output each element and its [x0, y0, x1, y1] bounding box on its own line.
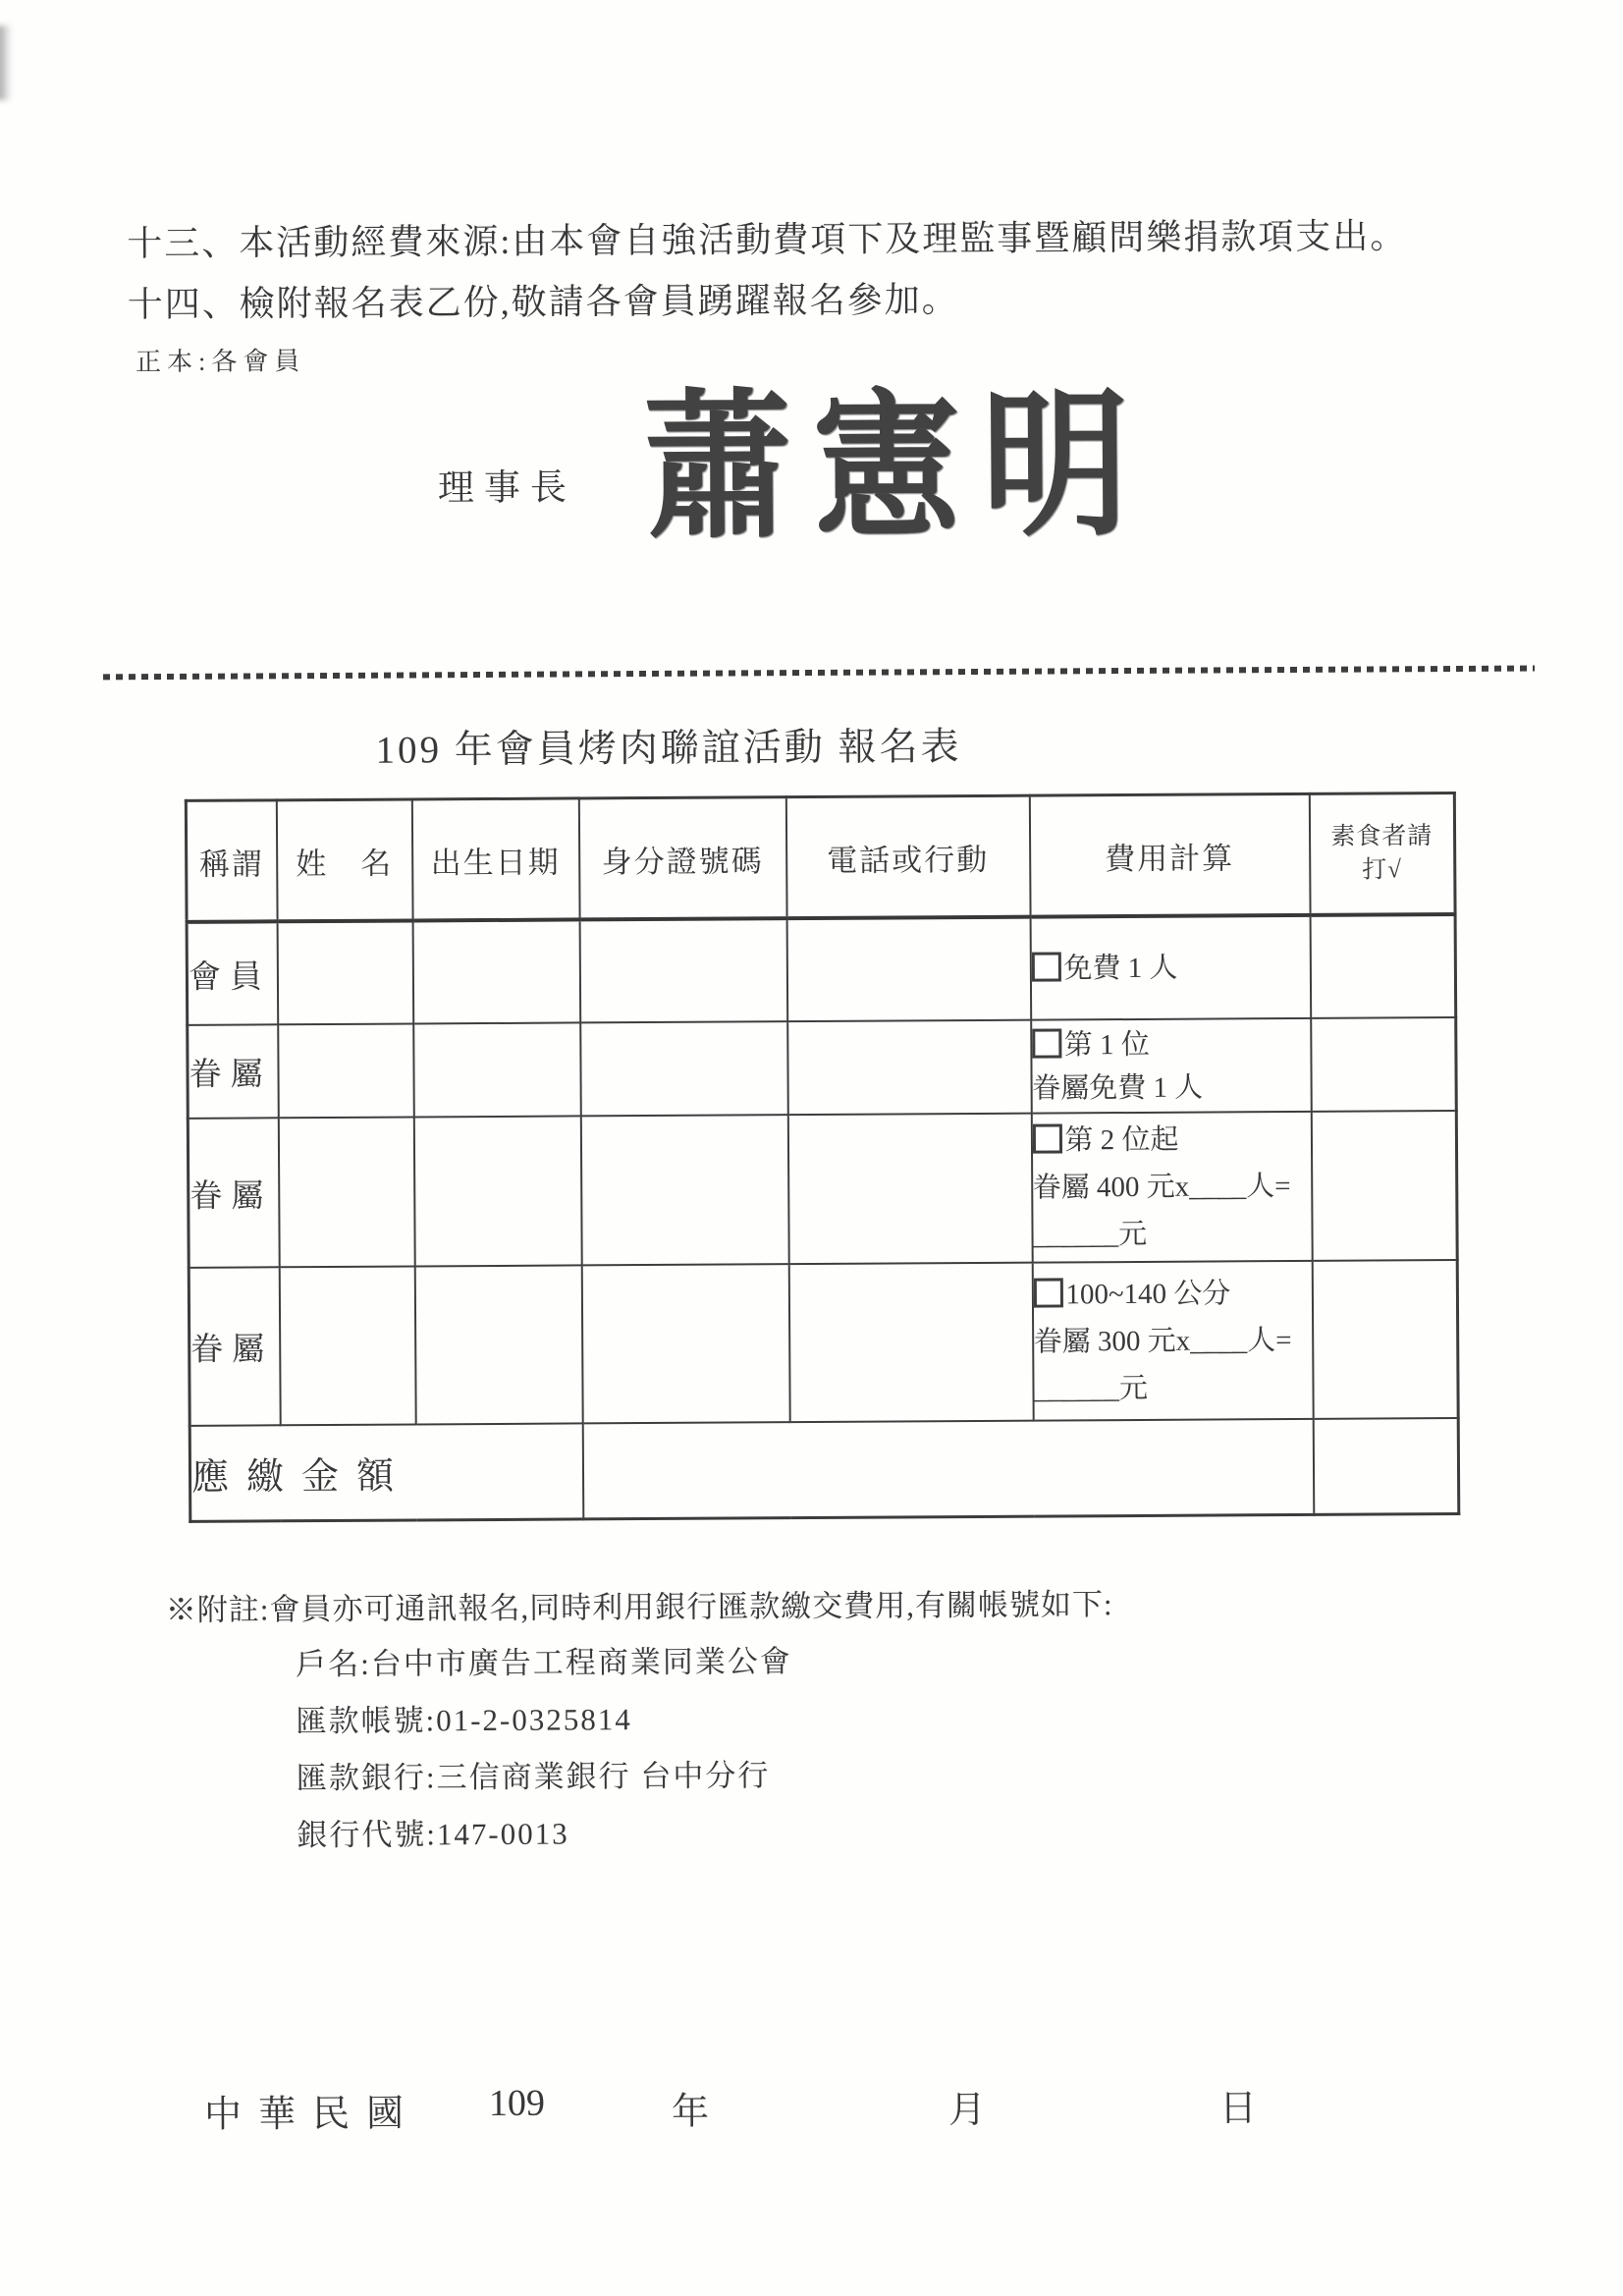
blank-cell: [580, 1021, 788, 1116]
blank-cell: [788, 1263, 1033, 1423]
form-title: 109 年會員烤肉聯誼活動 報名表: [375, 726, 962, 772]
header-phone-cell: 電話或行動: [785, 795, 1030, 918]
header-fee-cell: 費用計算: [1029, 793, 1310, 916]
table-row-total: [189, 1418, 1459, 1521]
note-bank: 匯款銀行:三信商業銀行 台中分行: [296, 1758, 771, 1796]
fee-text: 眷屬 400 元x____人=: [1032, 1171, 1291, 1204]
note-bank-code: 銀行代號:147-0013: [297, 1816, 569, 1853]
table-row-member: [187, 914, 1456, 1025]
numbered-item-13: 十三、本活動經費來源:由本會自強活動費項下及理監事暨顧問樂捐款項支出。: [127, 216, 1408, 264]
checkbox-icon: [1033, 1278, 1062, 1307]
fee-text: 免費 1 人: [1063, 952, 1178, 985]
blank-cell: [579, 918, 787, 1022]
month-label: 月: [947, 2089, 987, 2132]
table-header-row: [186, 793, 1455, 921]
header-id-number-cell: 身分證號碼: [578, 797, 786, 920]
blank-cell: [279, 1266, 415, 1425]
blank-cell: [581, 1264, 789, 1423]
blank-cell: [787, 1020, 1032, 1116]
checkbox-icon: [1031, 952, 1060, 981]
blank-cell: [412, 919, 580, 1023]
row-label: 會員: [187, 921, 278, 1025]
fee-cell: [1032, 1261, 1313, 1421]
table-row-dependent-2: [188, 1111, 1457, 1268]
header-birthdate-cell: 出生日期: [411, 798, 579, 921]
copy-note: 正本:各會員: [135, 347, 306, 377]
blank-cell: [414, 1265, 582, 1424]
blank-cell: [787, 1114, 1032, 1265]
vegetarian-header-line2: 打√: [1362, 856, 1402, 884]
blank-cell: [1310, 914, 1456, 1018]
table-row-dependent-3: [189, 1260, 1458, 1426]
notes-header: ※附註:會員亦可通訊報名,同時利用銀行匯款繳交費用,有關帳號如下:: [165, 1587, 1113, 1628]
year-value: 109: [488, 2082, 546, 2125]
blank-cell: [1311, 1111, 1457, 1261]
chairman-label: 理事長: [437, 467, 577, 510]
header-title-cell: 稱謂: [186, 800, 277, 922]
fee-text: ______元: [1032, 1218, 1148, 1251]
blank-cell: [1312, 1260, 1458, 1419]
table-row-dependent-1: [188, 1017, 1457, 1119]
checkbox-icon: [1032, 1028, 1061, 1058]
blank-cell: [413, 1022, 581, 1117]
blank-cell: [278, 1023, 414, 1118]
blank-cell: [1311, 1017, 1457, 1112]
header-vegetarian-cell: [1309, 793, 1455, 914]
row-label: 眷屬: [189, 1267, 280, 1426]
blank-cell: [580, 1115, 788, 1265]
row-label: 眷屬: [188, 1024, 279, 1119]
fee-text: 第 2 位起: [1064, 1123, 1179, 1157]
blank-cell: [1313, 1418, 1459, 1514]
fee-cell: [1031, 1112, 1312, 1263]
total-amount-blank-cell: [582, 1419, 1314, 1519]
header-name-cell: 姓 名: [276, 799, 412, 921]
row-label: 眷屬: [188, 1118, 279, 1268]
era-label: 中華民國: [203, 2093, 421, 2136]
vegetarian-header-line1: 素食者請: [1330, 823, 1434, 850]
blank-cell: [413, 1116, 581, 1266]
fee-text: 100~140 公分: [1065, 1277, 1231, 1310]
blank-cell: [278, 1117, 414, 1267]
dashed-separator: [103, 665, 1535, 680]
note-account-number: 匯款帳號:01-2-0325814: [296, 1702, 632, 1739]
checkbox-icon: [1032, 1123, 1061, 1153]
fee-text: 眷屬 300 元x____人=: [1033, 1324, 1292, 1358]
blank-cell: [277, 920, 413, 1024]
fee-cell: [1030, 915, 1311, 1020]
numbered-item-14: 十四、檢附報名表乙份,敬請各會員踴躍報名參加。: [127, 280, 959, 325]
day-label: 日: [1218, 2088, 1258, 2130]
blank-cell: [786, 917, 1031, 1022]
fee-text: 眷屬免費 1 人: [1032, 1071, 1204, 1105]
note-account-name: 戶名:台中市廣告工程商業同業公會: [296, 1644, 792, 1682]
fee-text: ______元: [1033, 1372, 1149, 1405]
year-label: 年: [671, 2091, 710, 2133]
registration-table: [185, 792, 1460, 1522]
chairman-signature: 蕭憲明: [643, 378, 1152, 558]
fee-cell: [1031, 1018, 1312, 1114]
total-label-cell: 應繳金額: [189, 1423, 583, 1520]
fee-text: 第 1 位: [1063, 1028, 1150, 1061]
